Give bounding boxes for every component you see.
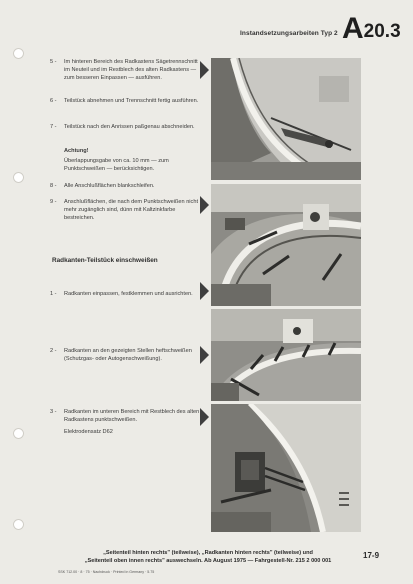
step-2: [52, 347, 200, 363]
step-text: Anschlußflächen, die nach dem Punktschweißen nicht mehr zugänglich sind, dünn mit Kaltzinkfarbe bestreichen.: [64, 199, 199, 222]
punch-hole: [13, 519, 24, 530]
step-number: 3 -: [50, 409, 57, 415]
step-text: Radkanten einpassen, festklemmen und ausrichten.: [64, 291, 193, 297]
step-number: 5 -: [50, 59, 57, 65]
warning-text: Überlappungsgabe von ca. 10 mm — zum Punktschweißen — berücksichtigen.: [64, 158, 169, 173]
pointer-arrow-icon: [200, 61, 209, 79]
step-text: Teilstück nach den Anrissen paßgenau abschneiden.: [64, 124, 195, 130]
page-code: [342, 14, 401, 47]
section-heading: Radkanten-Teilstück einschweißen: [52, 257, 158, 264]
punch-hole: [13, 172, 24, 183]
step-text: Radkanten an den gezeigten Stellen heftschweißen (Schutzgas- oder Autogenschweißung).: [64, 348, 192, 363]
step-8: [52, 182, 200, 190]
page-code-letter: A: [342, 12, 364, 45]
step-number: 6 -: [50, 98, 57, 104]
page-footer-caption: [58, 550, 358, 565]
footer-line-2: „Seitenteil oben innen rechts" auswechseln. Ab August 1975 — Fahrgestell-Nr. 215 2 000 001: [84, 557, 332, 564]
footer-line-1: „Seitenteil hinten rechts" (teilweise), „Radkanten hinten rechts" (teilweise) und: [103, 550, 313, 556]
photo-cut-section: [211, 58, 361, 180]
step-3: [52, 408, 200, 437]
punch-hole: [13, 428, 24, 439]
step-7: [52, 123, 200, 131]
photo-tack-welding: [211, 309, 361, 401]
section-title: Instandsetzungsarbeiten Typ 2: [240, 30, 338, 37]
step-text: Teilstück abnehmen und Trennschnitt fertig ausführen.: [64, 98, 199, 104]
step-text: Im hinteren Bereich des Radkastens Sägetrennschnitt im Neuteil und im Restblech des alten Radkastens — zum besseren Einpassen — ausführen.: [64, 59, 198, 82]
step-5: [52, 58, 200, 83]
warning-note: [52, 147, 200, 174]
pointer-arrow-icon: [200, 282, 209, 300]
page-code-number: 20.3: [363, 21, 401, 42]
step-text: Alle Anschlußflächen blankschleifen.: [64, 183, 155, 189]
photo-arch-fitting: [211, 184, 361, 306]
step-number: 2 -: [50, 348, 57, 354]
step-1: [52, 290, 200, 298]
step-number: 9 -: [50, 199, 57, 205]
punch-hole: [13, 48, 24, 59]
pointer-arrow-icon: [200, 196, 209, 214]
page-number: 17-9: [363, 551, 380, 560]
pointer-arrow-icon: [200, 346, 209, 364]
print-reference: SSK 712.00 · 8 · 75 · Nachdruck · Printed in Germany · 5.75: [58, 570, 155, 574]
step-number: 1 -: [50, 291, 57, 297]
warning-title: Achtung!: [64, 148, 89, 154]
step-9: [52, 198, 200, 223]
step-number: 8 -: [50, 183, 57, 189]
electrode-note: Elektrodensatz D62: [64, 429, 113, 436]
step-6: [52, 97, 200, 105]
pointer-arrow-icon: [200, 408, 209, 426]
step-text: Radkanten im unteren Bereich mit Restblech des alten Radkastens punktschweißen.: [64, 409, 200, 424]
step-number: 7 -: [50, 124, 57, 130]
photo-spot-welding: [211, 404, 361, 532]
